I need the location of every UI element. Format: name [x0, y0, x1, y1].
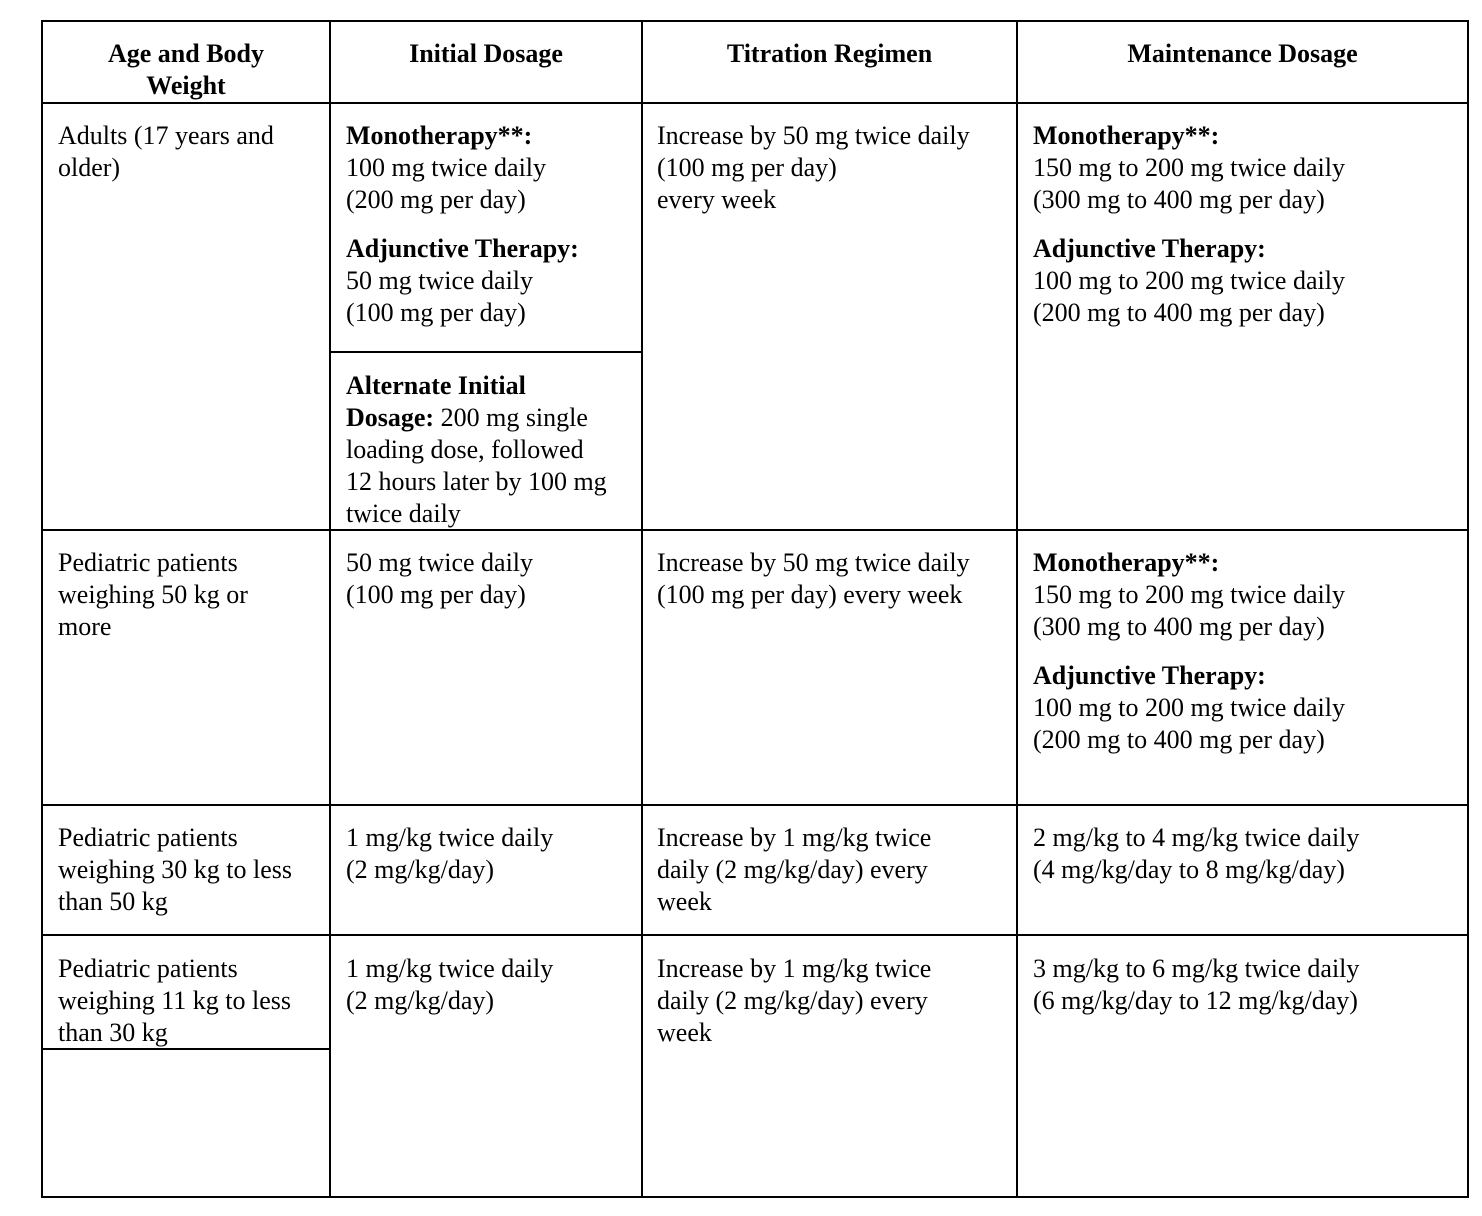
row3-age-line: Pediatric patients [58, 823, 238, 852]
row1-initial-alternate [346, 370, 607, 530]
header-age-line2: Weight [146, 71, 226, 100]
row3-maint-line: (4 mg/kg/day to 8 mg/kg/day) [1033, 855, 1345, 884]
dosage-table [41, 20, 1469, 1198]
row1-alt-line: twice daily [346, 499, 461, 528]
row2-divider [41, 804, 1469, 806]
row3-titration-line: daily (2 mg/kg/day) every [657, 855, 928, 884]
row2-initial-line: (100 mg per day) [346, 580, 526, 609]
row2-maint-mono-line: (300 mg to 400 mg per day) [1033, 612, 1325, 641]
row2-maint-adj-label: Adjunctive Therapy: [1033, 661, 1266, 690]
row4-age-line: weighing 11 kg to less [58, 986, 292, 1015]
row2-maint-mono-label: Monotherapy**: [1033, 548, 1220, 577]
row3-maint-line: 2 mg/kg to 4 mg/kg twice daily [1033, 823, 1360, 852]
row3-titration-line: week [657, 887, 712, 916]
row4-initial [346, 953, 553, 1017]
row3-age-line: weighing 30 kg to less [58, 855, 292, 884]
row1-alt-label: Alternate Initial [346, 371, 526, 400]
row1-maint-mono-label: Monotherapy**: [1033, 121, 1220, 150]
header-divider [41, 102, 1469, 104]
row4-maint-line: 3 mg/kg to 6 mg/kg twice daily [1033, 954, 1360, 983]
col1-divider [329, 20, 331, 1198]
row4-maintenance [1033, 953, 1359, 1017]
row2-titration-line: (100 mg per day) every week [657, 580, 963, 609]
row2-maint-adj-line: (200 mg to 400 mg per day) [1033, 725, 1325, 754]
row1-alt-line: loading dose, followed [346, 435, 584, 464]
row1-age-line: Adults (17 years and [58, 121, 274, 150]
row1-initial-adj-label: Adjunctive Therapy: [346, 234, 579, 263]
row1-initial [346, 120, 579, 329]
row1-maint-adj-line: (200 mg to 400 mg per day) [1033, 298, 1325, 327]
row2-initial [346, 547, 533, 611]
table-border-left [41, 20, 43, 1198]
row2-initial-line: 50 mg twice daily [346, 548, 534, 577]
row1-age-line: older) [58, 153, 121, 182]
header-titration-label: Titration Regimen [726, 39, 933, 68]
row1-titration-line: Increase by 50 mg twice daily [657, 121, 970, 150]
row1-maint-mono-line: (300 mg to 400 mg per day) [1033, 185, 1325, 214]
header-age-weight [43, 38, 329, 102]
col2-divider [641, 20, 643, 1198]
row2-titration-line: Increase by 50 mg twice daily [657, 548, 970, 577]
row4-age [58, 953, 291, 1049]
row2-maintenance [1033, 547, 1345, 756]
row2-age-line: weighing 50 kg or [58, 580, 248, 609]
row1-initial-adj-line: (100 mg per day) [346, 298, 526, 327]
row1-maint-adj-line: 100 mg to 200 mg twice daily [1033, 266, 1345, 295]
row1-initial-mono-line: 100 mg twice daily [346, 153, 547, 182]
row1-titration-line: (100 mg per day) [657, 153, 837, 182]
col3-divider [1016, 20, 1018, 1198]
row3-titration [657, 822, 931, 918]
row4-titration [657, 953, 931, 1049]
header-titration-regimen [643, 38, 1016, 70]
row4-titration-line: Increase by 1 mg/kg twice [657, 954, 932, 983]
header-initial-label: Initial Dosage [409, 39, 563, 68]
row4-initial-line: (2 mg/kg/day) [346, 986, 495, 1015]
row1-maintenance [1033, 120, 1345, 329]
row4-titration-line: daily (2 mg/kg/day) every [657, 986, 928, 1015]
row2-age-line: Pediatric patients [58, 548, 238, 577]
row3-age-line: than 50 kg [58, 887, 168, 916]
row1-maint-mono-line: 150 mg to 200 mg twice daily [1033, 153, 1345, 182]
row4-initial-line: 1 mg/kg twice daily [346, 954, 554, 983]
row1-maint-adj-label: Adjunctive Therapy: [1033, 234, 1266, 263]
row3-divider [41, 934, 1469, 936]
row4-age-line: than 30 kg [58, 1018, 168, 1047]
row1-divider [41, 529, 1469, 531]
row1-initial-mono-label: Monotherapy**: [346, 121, 533, 150]
row3-initial-line: 1 mg/kg twice daily [346, 823, 554, 852]
table-border-bottom [41, 1196, 1469, 1198]
header-initial-dosage [331, 38, 641, 70]
header-age-line1: Age and Body [107, 39, 265, 68]
row1-age [58, 120, 274, 184]
row1-initial-mono-line: (200 mg per day) [346, 185, 526, 214]
header-maintenance-label: Maintenance Dosage [1127, 39, 1358, 68]
row3-initial [346, 822, 553, 886]
row3-initial-line: (2 mg/kg/day) [346, 855, 495, 884]
row4-titration-line: week [657, 1018, 712, 1047]
row2-maint-adj-line: 100 mg to 200 mg twice daily [1033, 693, 1345, 722]
row1-titration-line: every week [657, 185, 777, 214]
row2-titration [657, 547, 970, 611]
row1-initial-adj-line: 50 mg twice daily [346, 266, 534, 295]
row2-age-line: more [58, 612, 112, 641]
row2-maint-mono-line: 150 mg to 200 mg twice daily [1033, 580, 1345, 609]
row3-maintenance [1033, 822, 1359, 886]
row1-alt-text: 200 mg single [434, 403, 588, 432]
row1-titration [657, 120, 970, 216]
row4-age-line: Pediatric patients [58, 954, 238, 983]
table-border-top [41, 20, 1469, 22]
row2-age [58, 547, 248, 643]
row3-age [58, 822, 292, 918]
row4-maint-line: (6 mg/kg/day to 12 mg/kg/day) [1033, 986, 1358, 1015]
row1-alt-line: 12 hours later by 100 mg [346, 467, 607, 496]
header-maintenance-dosage [1018, 38, 1467, 70]
table-border-right [1467, 20, 1469, 1198]
row1-alt-label: Dosage: [346, 403, 435, 432]
row3-titration-line: Increase by 1 mg/kg twice [657, 823, 932, 852]
row1-initial-divider [330, 351, 642, 353]
